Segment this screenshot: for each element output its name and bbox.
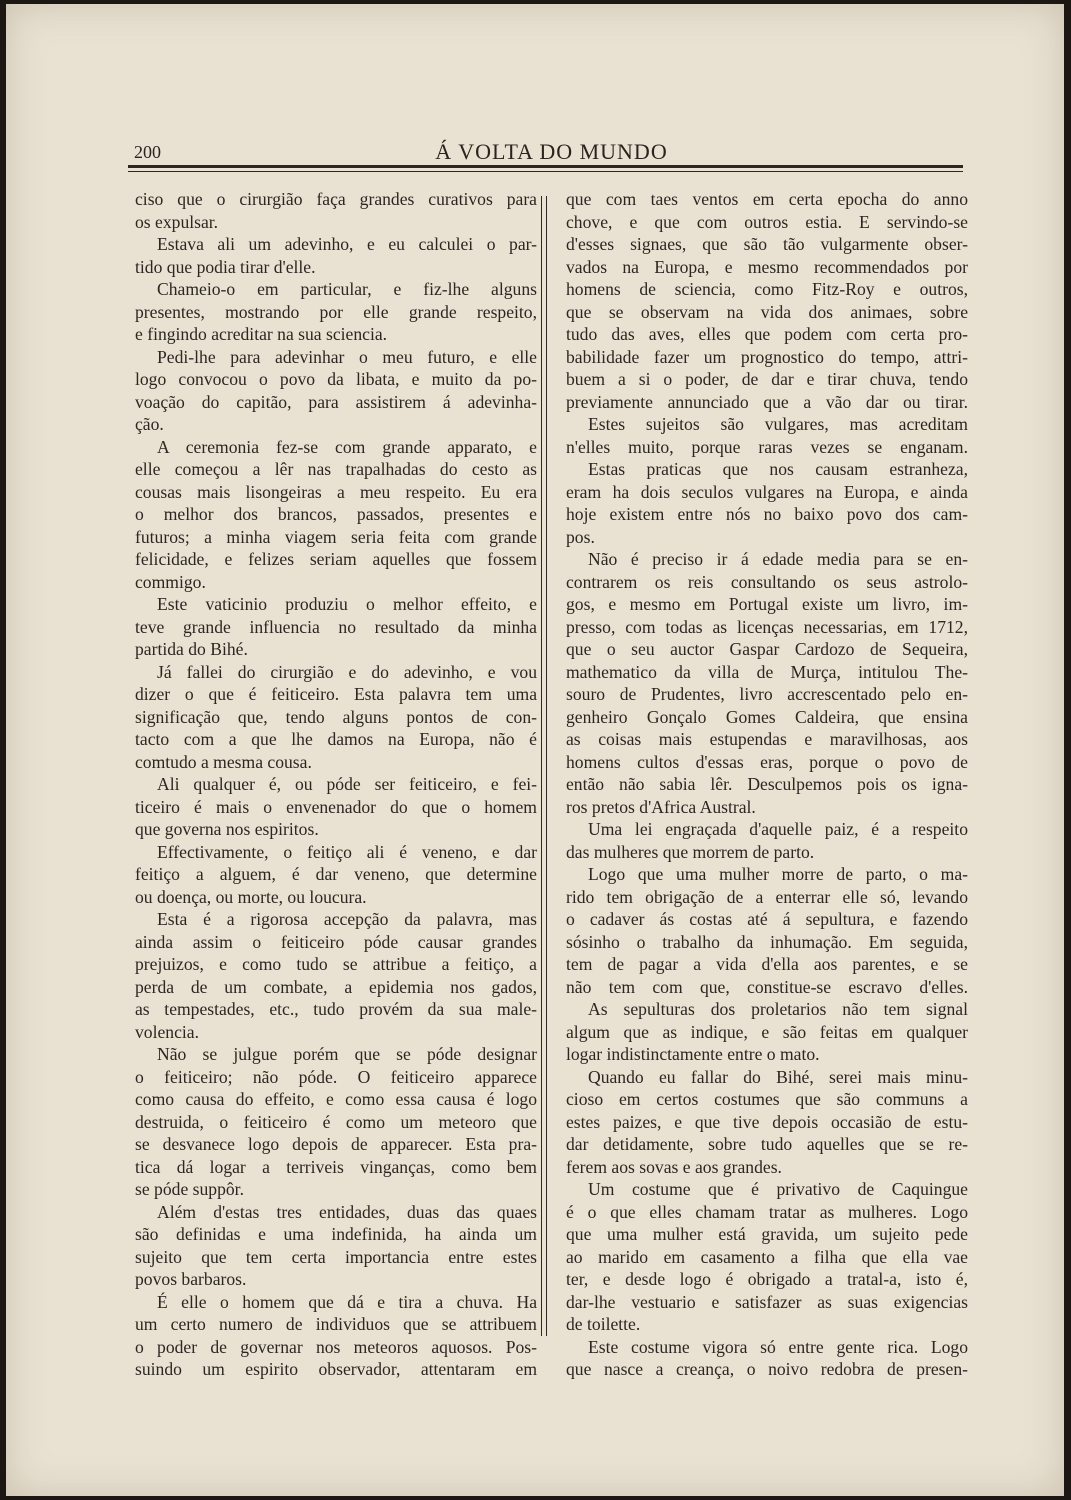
text-line: Estes sujeitos são vulgares, mas acreditam: [588, 414, 968, 434]
text-line: tem de pagar a vida d'ella aos parentes, e se: [566, 954, 968, 974]
text-line: babilidade fazer um prognostico do tempo, attri-: [566, 346, 968, 367]
text-line: o melhor dos brancos, passados, presentes e: [135, 504, 537, 524]
text-line: Além d'estas tres entidades, duas das quaes: [157, 1201, 537, 1222]
text-line: Estava ali um adevinho, e eu calculei o par-: [157, 234, 537, 254]
text-line: dar-lhe vestuario e satisfazer as suas exigencias: [566, 1291, 968, 1312]
text-line: estes paizes, e que tive depois occasião de estu-: [566, 1111, 968, 1132]
text-line: então não sabia lêr. Desculpemos pois os igna-: [566, 774, 968, 794]
text-line: eram ha dois seculos vulgares na Europa, e ainda: [566, 481, 968, 502]
text-line: povos barbaros.: [135, 1269, 247, 1289]
text-line: é o que elles chamam tratar as mulheres. Logo: [566, 1201, 968, 1222]
text-line: felicidade, e felizes seriam aquelles que fossem: [135, 549, 537, 569]
text-line: as tempestades, etc., tudo provém da sua male-: [135, 999, 537, 1019]
text-line: Não é preciso ir á edade media para se en-: [588, 549, 968, 569]
text-line: sujeito que tem certa importancia entre estes: [135, 1246, 537, 1267]
text-line: Logo que uma mulher morre de parto, o ma-: [588, 864, 968, 884]
text-line: ticeiro é mais o envenenador do que o homem: [135, 796, 537, 817]
text-line: que com taes ventos em certa epocha do anno: [566, 189, 968, 209]
page-number: 200: [134, 142, 161, 162]
text-line: se póde suppôr.: [135, 1179, 244, 1199]
text-line: o feiticeiro; não póde. O feiticeiro apparece: [135, 1066, 537, 1087]
text-line: Não se julgue porém que se póde designar: [157, 1044, 537, 1064]
text-line: Ali qualquer é, ou póde ser feiticeiro, e fei-: [157, 774, 537, 794]
text-line: homens de sciencia, como Fitz-Roy e outros,: [566, 279, 968, 299]
text-line: souro de Prudentes, livro accrescentado pelo en-: [566, 684, 968, 704]
left-text-column: [135, 188, 537, 1381]
text-line: e fingindo acreditar na sua sciencia.: [135, 324, 388, 344]
text-line: genheiro Gonçalo Gomes Caldeira, que ensina: [566, 706, 968, 727]
text-line: mathematico da villa de Murça, intitulou The-: [566, 661, 968, 682]
text-line: d'esses signaes, que são tão vulgarmente obser-: [566, 234, 968, 254]
text-line: logo convocou o povo da libata, e muito da po-: [135, 369, 537, 389]
text-line: perda de um combate, a epidemia nos gados,: [135, 976, 537, 997]
text-line: ter, e desde logo é obrigado a tratal-a, isto é,: [566, 1269, 968, 1289]
text-line: homens cultos d'essas eras, porque o povo de: [566, 751, 968, 772]
text-line: pos.: [566, 526, 595, 547]
text-line: buem a si o poder, de dar e tirar chuva, tendo: [566, 369, 968, 389]
text-line: são definidas e uma indefinida, ha ainda um: [135, 1224, 537, 1244]
column-divider: [546, 196, 547, 1336]
text-line: que uma mulher está gravida, um sujeito pede: [566, 1224, 968, 1244]
column-divider: [541, 196, 542, 1336]
text-line: dar detidamente, sobre tudo aquelles que se re-: [566, 1134, 968, 1154]
text-line: ao marido em casamento a filha que ella vae: [566, 1246, 968, 1267]
header-rule-thick: [128, 165, 963, 168]
text-line: presso, com todas as licenças necessarias, em 1712,: [566, 616, 968, 637]
text-line: das mulheres que morrem de parto.: [566, 841, 815, 862]
text-line: tacto com a que lhe damos na Europa, não é: [135, 729, 537, 749]
text-line: como causa do effeito, e como essa causa é logo: [135, 1089, 537, 1109]
text-line: Uma lei engraçada d'aquelle paiz, é a respeito: [588, 819, 968, 839]
text-line: Este vaticinio produziu o melhor effeito, e: [157, 594, 537, 614]
text-line: elle começou a lêr nas trapalhadas do cesto as: [135, 459, 537, 479]
text-line: ferem aos sovas e aos grandes.: [566, 1156, 782, 1177]
text-line: cousas mais lisongeiras a meu respeito. Eu era: [135, 481, 537, 502]
text-line: rido tem obrigação de a enterrar elle só, levando: [566, 886, 968, 907]
text-line: se desvanece logo depois de apparecer. Esta pra-: [135, 1134, 537, 1154]
text-line: gos, e mesmo em Portugal existe um livro, im-: [566, 594, 968, 614]
text-line: ciso que o cirurgião faça grandes curativos para: [135, 189, 537, 209]
text-line: A ceremonia fez-se com grande apparato, e: [157, 436, 537, 457]
text-line: comtudo a mesma cousa.: [135, 751, 312, 772]
text-line: É elle o homem que dá e tira a chuva. Ha: [157, 1291, 537, 1312]
text-line: que se observam na vida dos animaes, sobre: [566, 301, 968, 322]
text-line: logar indistinctamente entre o mato.: [566, 1044, 820, 1064]
text-line: chove, e que com outros estia. E servindo-se: [566, 211, 968, 232]
text-line: previamente annunciado que a vão dar ou tirar.: [566, 391, 968, 412]
text-line: contrarem os reis consultando os seus astrolo-: [566, 571, 968, 592]
text-line: Pedi-lhe para adevinhar o meu futuro, e elle: [157, 346, 537, 367]
text-line: Esta é a rigorosa accepção da palavra, mas: [157, 909, 537, 929]
text-line: o cadaver ás costas até á sepultura, e fazendo: [566, 909, 968, 929]
text-line: hoje existem entre nós no baixo povo dos cam-: [566, 504, 968, 524]
right-text-column: [566, 188, 968, 1381]
text-line: Já fallei do cirurgião e do adevinho, e vou: [157, 661, 537, 682]
text-line: feitiço a alguem, é dar veneno, que determine: [135, 864, 537, 884]
text-line: significação que, tendo alguns pontos de con-: [135, 706, 537, 727]
text-line: ros pretos d'Africa Austral.: [566, 796, 756, 817]
text-line: teve grande influencia no resultado da minha: [135, 616, 537, 637]
text-line: o poder de governar nos meteoros aquosos. Pos-: [135, 1336, 537, 1357]
text-line: Chameio-o em particular, e fiz-lhe alguns: [157, 279, 537, 299]
text-line: futuros; a minha viagem seria feita com grande: [135, 526, 537, 547]
text-line: os expulsar.: [135, 211, 219, 232]
text-line: suindo um espirito observador, attentaram em: [135, 1359, 537, 1379]
text-line: Quando eu fallar do Bihé, serei mais minu-: [588, 1066, 968, 1087]
text-line: Um costume que é privativo de Caquingue: [588, 1179, 968, 1199]
text-line: partida do Bihé.: [135, 639, 248, 659]
text-line: presentes, mostrando por elle grande respeito,: [135, 301, 537, 322]
text-line: que governa nos espiritos.: [135, 819, 319, 839]
text-line: destruida, o feiticeiro é como um meteoro que: [135, 1111, 537, 1132]
text-line: sósinho o trabalho da inhumação. Em seguida,: [566, 931, 968, 952]
text-line: Estas praticas que nos causam estranheza,: [588, 459, 968, 479]
text-line: prejuizos, e como tudo se attribue a feitiço, a: [135, 954, 537, 974]
text-line: as coisas mais estupendas e maravilhosas, aos: [566, 729, 968, 749]
text-line: de toilette.: [566, 1314, 641, 1334]
text-line: dizer o que é feiticeiro. Esta palavra tem uma: [135, 684, 537, 704]
text-line: tudo das aves, elles que podem com certa pro-: [566, 324, 968, 344]
text-line: commigo.: [135, 571, 206, 592]
header-rule-thin: [128, 171, 963, 172]
text-line: que nasce a creança, o noivo redobra de presen-: [566, 1359, 968, 1379]
running-title: Á VOLTA DO MUNDO: [435, 139, 668, 164]
text-line: cioso em certos costumes que são communs a: [566, 1089, 968, 1109]
text-line: não tem com que, constitue-se escravo d'elles.: [566, 976, 968, 997]
text-line: tido que podia tirar d'elle.: [135, 256, 316, 277]
text-line: n'elles muito, porque raras vezes se enganam.: [566, 436, 968, 457]
text-line: ção.: [135, 414, 164, 434]
text-line: tica dá logar a terriveis vinganças, como bem: [135, 1156, 537, 1177]
text-line: ainda assim o feiticeiro póde causar grandes: [135, 931, 537, 952]
text-line: Effectivamente, o feitiço ali é veneno, e dar: [157, 841, 537, 862]
text-line: que o seu auctor Gaspar Cardozo de Sequeira,: [566, 639, 968, 659]
text-line: As sepulturas dos proletarios não tem signal: [588, 999, 968, 1019]
text-line: volencia.: [135, 1021, 199, 1042]
text-line: Este costume vigora só entre gente rica. Logo: [588, 1336, 968, 1357]
text-line: voação do capitão, para assistirem á adevinha-: [135, 391, 537, 412]
text-line: ou doença, ou morte, ou loucura.: [135, 886, 367, 907]
text-line: um certo numero de individuos que se attribuem: [135, 1314, 537, 1334]
text-line: vados na Europa, e mesmo recommendados por: [566, 256, 968, 277]
text-line: algum que as indique, e são feitas em qualquer: [566, 1021, 968, 1042]
